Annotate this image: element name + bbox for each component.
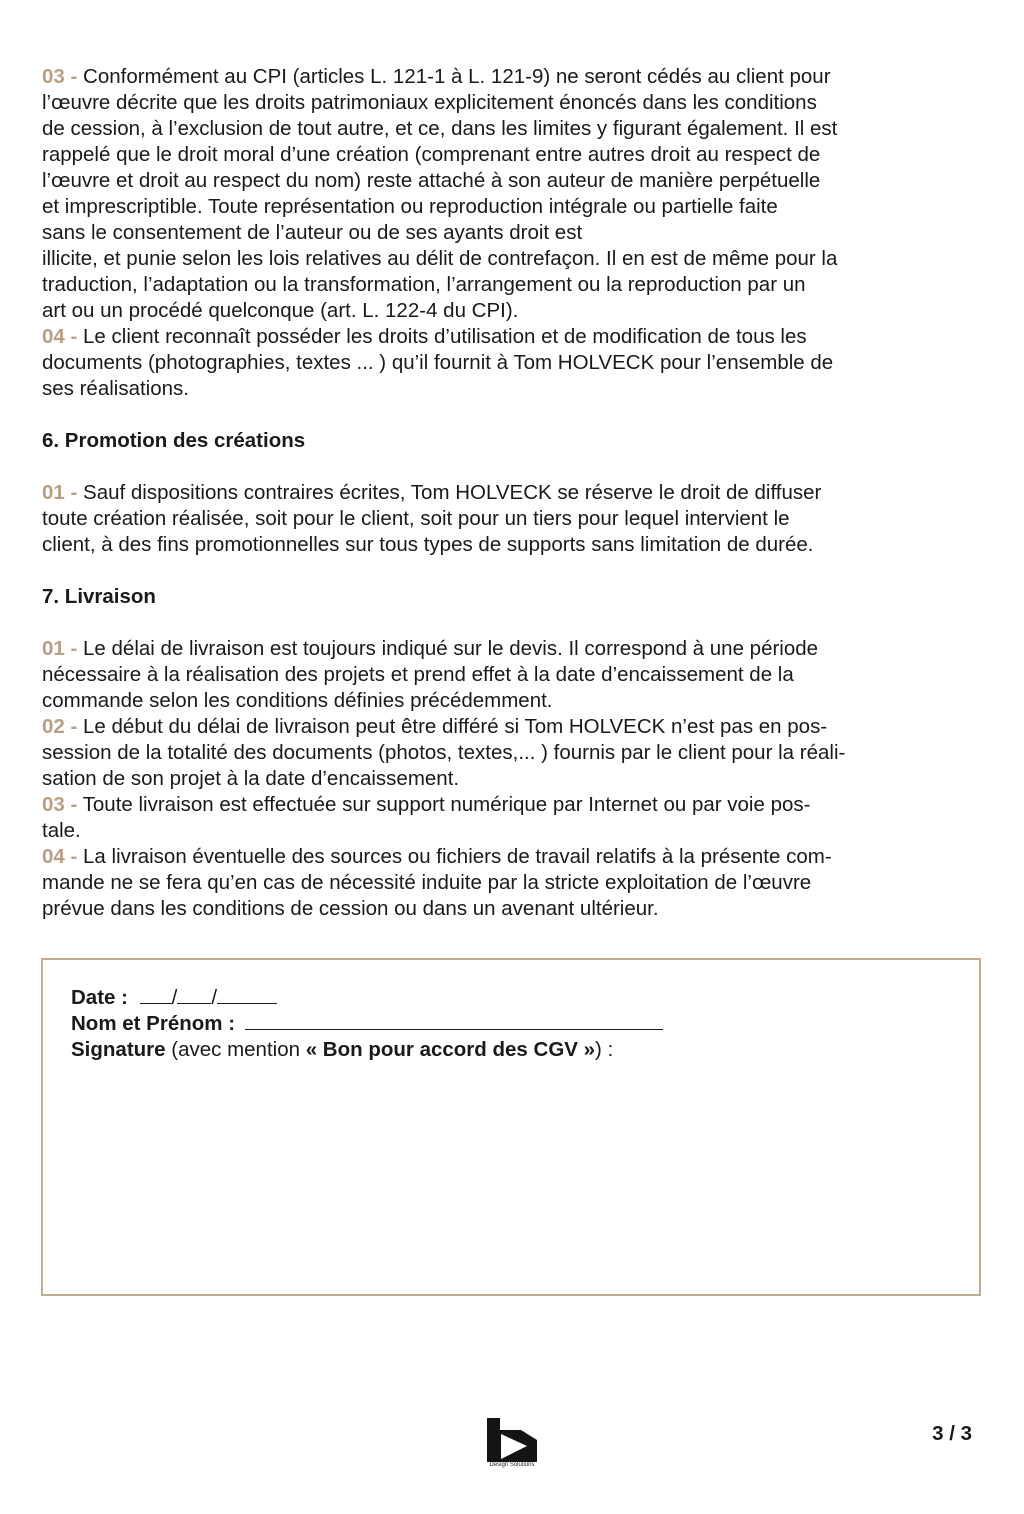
clause-number: 01 - [42,637,78,660]
clause-text: Le début du délai de livraison peut être différé si Tom HOLVECK n’est pas en pos- [77,715,828,738]
section-7-title: 7. Livraison [42,585,156,608]
clause-text: toute création réalisée, soit pour le client, soit pour un tiers pour lequel intervient le [42,507,790,530]
signature-box[interactable] [41,958,981,1296]
clause-text: prévue dans les conditions de cession ou dans un avenant ultérieur. [42,897,659,920]
clause-text: mande ne se fera qu’en cas de nécessité induite par la stricte exploitation de l’œuvre [42,871,812,894]
clause-text: l’œuvre décrite que les droits patrimoniaux explicitement énoncés dans les conditions [42,91,817,114]
signature-fields [71,985,663,1063]
clause-text: l’œuvre et droit au respect du nom) reste attaché à son auteur de manière perpétuelle [42,169,821,192]
document-body [42,64,987,922]
clause-5-04 [42,324,987,402]
name-blank[interactable] [245,1011,663,1030]
clause-7-04 [42,844,987,922]
clause-number: 01 - [42,481,78,504]
clause-text: illicite, et punie selon les lois relatives au délit de contrefaçon. Il en est de même pour la [42,247,838,270]
clause-text: Sauf dispositions contraires écrites, Tom HOLVECK se réserve le droit de diffuser [77,481,822,504]
date-day-blank[interactable] [140,985,172,1004]
clause-text: traduction, l’adaptation ou la transformation, l’arrangement ou la reproduction par un [42,273,806,296]
date-year-blank[interactable] [217,985,277,1004]
clause-text: tale. [42,819,81,842]
date-label: Date : [71,986,128,1009]
clause-text: documents (photographies, textes ... ) qu’il fournit à Tom HOLVECK pour l’ensemble de [42,351,834,374]
clause-text: Le délai de livraison est toujours indiqué sur le devis. Il correspond à une période [77,637,819,660]
clause-number: 03 - [42,793,78,816]
brand-logo-icon [487,1418,537,1462]
signature-field-row[interactable]: Signature (avec mention « Bon pour accord des CGV ») : [71,1038,614,1061]
page-number: 3 / 3 [932,1422,972,1445]
clause-text: sans le consentement de l’auteur ou de ses ayants droit est [42,221,583,244]
clause-text: de cession, à l’exclusion de tout autre, et ce, dans les limites y figurant également. Il est [42,117,838,140]
clause-text: commande selon les conditions définies précédemment. [42,689,553,712]
logo-caption: Design Solutions [489,1462,535,1468]
date-month-blank[interactable] [177,985,211,1004]
clause-text: art ou un procédé quelconque (art. L. 122-4 du CPI). [42,299,519,322]
signature-label: Signature [71,1038,166,1061]
clause-5-03 [42,64,987,324]
clause-number: 03 - [42,65,78,88]
clause-text: sation de son projet à la date d’encaissement. [42,767,460,790]
clause-text: et imprescriptible. Toute représentation ou reproduction intégrale ou partielle faite [42,195,778,218]
name-label: Nom et Prénom : [71,1012,236,1035]
section-6-title: 6. Promotion des créations [42,429,306,452]
clause-text: session de la totalité des documents (photos, textes,... ) fournis par le client pour la réali- [42,741,846,764]
clause-text: client, à des fins promotionnelles sur tous types de supports sans limitation de durée. [42,533,814,556]
clause-text: Le client reconnaît posséder les droits d’utilisation et de modification de tous les [77,325,807,348]
clause-text: rappelé que le droit moral d’une création (comprenant entre autres droit au respect de [42,143,821,166]
clause-7-02 [42,714,987,792]
clause-6-01 [42,480,987,558]
date-field-row[interactable]: Date : / / [71,985,663,1011]
clause-number: 04 - [42,845,78,868]
clause-text: ses réalisations. [42,377,189,400]
clause-7-03 [42,792,987,844]
clause-text: Toute livraison est effectuée sur support numérique par Internet ou par voie pos- [77,793,811,816]
clause-text: La livraison éventuelle des sources ou fichiers de travail relatifs à la présente com- [77,845,832,868]
clause-text: Conformément au CPI (articles L. 121-1 à L. 121-9) ne seront cédés au client pour [77,65,831,88]
clause-text: nécessaire à la réalisation des projets et prend effet à la date d’encaissement de la [42,663,794,686]
clause-number: 04 - [42,325,78,348]
clause-7-01 [42,636,987,714]
clause-number: 02 - [42,715,78,738]
name-field-row[interactable] [71,1011,663,1037]
signature-mention: « Bon pour accord des CGV » [305,1038,596,1061]
